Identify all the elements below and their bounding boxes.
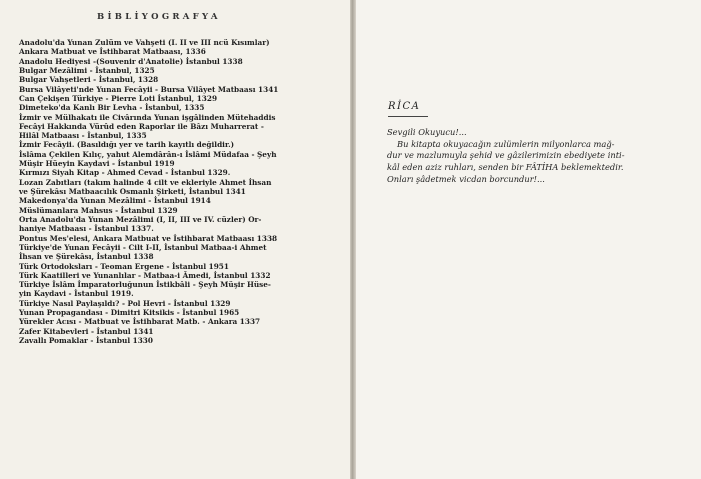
bibliography-entry [19, 327, 341, 336]
request-line: Bu kitapta okuyacağın zulümlerin milyonlarca mağ- [397, 138, 615, 149]
bibliography-entry-line: Müşir Hüeyin Kaydavi - İstanbul 1919 [19, 159, 175, 169]
bibliography-entry [19, 94, 341, 103]
bibliography-entry-line: Anadolu'da Yunan Zulüm ve Vahşeti (I. II ve III ncü Kısımlar) [19, 38, 270, 47]
request-line: dur ve mazlumuyla şehid ve gâzilerimizin ebediyete inti- [387, 150, 625, 161]
bibliography-entry [19, 140, 341, 149]
left-page [0, 0, 350, 479]
bibliography-list [19, 38, 341, 345]
bibliography-entry-line: ve Şürekâsı Matbaacılık Osmanlı Şirketi, İstanbul 1341 [19, 187, 246, 196]
bibliography-entry [19, 113, 341, 141]
bibliography-entry-line: İslâma Çekilen Kılıç, yahut Alemdârân-ı İslâmi Müdafaa - Şeyh [19, 149, 277, 159]
bibliography-entry-line: Can Çekişen Türkiye - Pierre Loti İstanbul, 1329 [19, 93, 218, 103]
bibliography-entry [19, 57, 341, 66]
bibliography-entry-line: yin Kaydavi - İstanbul 1919. [19, 289, 134, 299]
bibliography-entry [19, 196, 341, 205]
bibliography-entry-line: Bursa Vilâyeti'nde Yunan Fecâyii - Bursa Vilâyet Matbaası 1341 [19, 84, 279, 94]
bibliography-entry-line: Fecâyi Hakkında Vürûd eden Raporlar ile Bâzı Muharrerat - [19, 121, 264, 131]
bibliography-entry [19, 308, 341, 317]
request-title: RİCA [388, 101, 421, 112]
bibliography-entry [19, 243, 341, 262]
bibliography-entry-line: Türk Ortodoksları - Teoman Ergene - İstanbul 1951 [19, 261, 229, 271]
bibliography-entry-line: Türk Kaatilleri ve Yunanlılar - Matbaa-i Âmedi, İstanbul 1332 [19, 270, 271, 280]
bibliography-entry-line: Orta Anadolu'da Yunan Mezâlimi (I, II, III ve IV. cüzler) Or- [19, 214, 262, 224]
title-underline [388, 116, 428, 117]
bibliography-entry-line: Anadolu Hediyesi -(Souvenir d'Anatolie) İstanbul 1338 [19, 56, 243, 66]
bibliography-entry [19, 66, 341, 75]
bibliography-entry [19, 215, 341, 234]
bibliography-entry-line: Türkiye'de Yunan Fecâyii - Cilt I-II, İstanbul Matbaa-i Ahmet [19, 242, 267, 252]
bibliography-entry-line: Pontus Mes'elesi, Ankara Matbuat ve İstihbarat Matbaası 1338 [19, 233, 278, 243]
bibliography-entry [19, 38, 341, 47]
request-line: Onları şâdetmek vicdan borcundur!... [387, 173, 545, 184]
bibliography-entry-line: Zafer Kitabevleri - İstanbul 1341 [19, 326, 154, 336]
bibliography-entry-line: Hilâl Matbaası - İstanbul, 1335 [19, 131, 147, 141]
bibliography-entry-line: Kırmızı Siyah Kitap - Ahmed Cevad - İstanbul 1329. [19, 168, 231, 178]
bibliography-entry-line: Yunan Propagandası - Dimitri Kitsikis - İstanbul 1965 [19, 308, 240, 318]
bibliography-entry-line: İzmir Fecâyii. (Basıldığı yer ve tarih kayıtlı değildir.) [19, 140, 235, 150]
bibliography-entry [19, 47, 341, 56]
bibliography-entry [19, 299, 341, 308]
bibliography-entry-line: Bulgar Mezâlimi - İstanbul, 1325 [19, 65, 155, 75]
bibliography-entry [19, 168, 341, 177]
bibliography-entry-line: Lozan Zabıtları (takım halinde 4 cilt ve ekleriyle Ahmet İhsan [19, 177, 272, 187]
request-line: kâl eden aziz ruhları, senden bir FÂTİHA beklemektedir. [387, 162, 624, 173]
bibliography-entry-line: Türkiye İslâm İmparatorluğunun İstikbâli - Şeyh Müşir Hüse- [19, 280, 271, 290]
bibliography-entry [19, 280, 341, 299]
bibliography-entry-line: Zavallı Pomaklar - İstanbul 1330 [19, 336, 153, 345]
bibliography-entry [19, 178, 341, 197]
bibliography-entry-line: Müslümanlara Mahsus - İstanbul 1329 [19, 205, 178, 215]
request-text [387, 127, 692, 186]
bibliography-entry-line: İzmir ve Mülhakatı ile Civârında Yunan işgâlinden Mütehaddis [19, 112, 276, 122]
bibliography-entry [19, 150, 341, 169]
bibliography-entry [19, 271, 341, 280]
bibliography-entry [19, 206, 341, 215]
bibliography-entry-line: Bulgar Vahşetleri - İstanbul, 1328 [19, 75, 159, 85]
bibliography-entry [19, 336, 341, 345]
bibliography-entry-line: Ankara Matbuat ve İstihbarat Matbaası, 1336 [19, 47, 206, 57]
request-line: Sevgili Okuyucu!... [387, 127, 467, 137]
bibliography-entry [19, 234, 341, 243]
bibliography-entry-line: Dimeteko'da Kanlı Bir Levha - İstanbul, 1335 [19, 103, 205, 113]
bibliography-entry-line: Türkiye Nasıl Paylaşıldı? - Pol Hevri - İstanbul 1329 [19, 298, 231, 308]
bibliography-entry [19, 75, 341, 84]
bibliography-entry [19, 262, 341, 271]
bibliography-entry-line: Yürekler Acısı - Matbuat ve İstihbarat Matb. - Ankara 1337 [19, 317, 261, 327]
bibliography-entry [19, 103, 341, 112]
bibliography-entry-line: Makedonya'da Yunan Mezâlimi - İstanbul 1914 [19, 196, 211, 206]
bibliography-entry-line: İhsan ve Şürekâsı, İstanbul 1338 [19, 252, 154, 262]
bibliography-entry [19, 317, 341, 326]
page-heading: BİBLİYOGRAFYA [97, 12, 221, 22]
bibliography-entry-line: haniye Matbaası - İstanbul 1337. [19, 224, 154, 234]
right-page [356, 0, 701, 479]
bibliography-entry [19, 85, 341, 94]
